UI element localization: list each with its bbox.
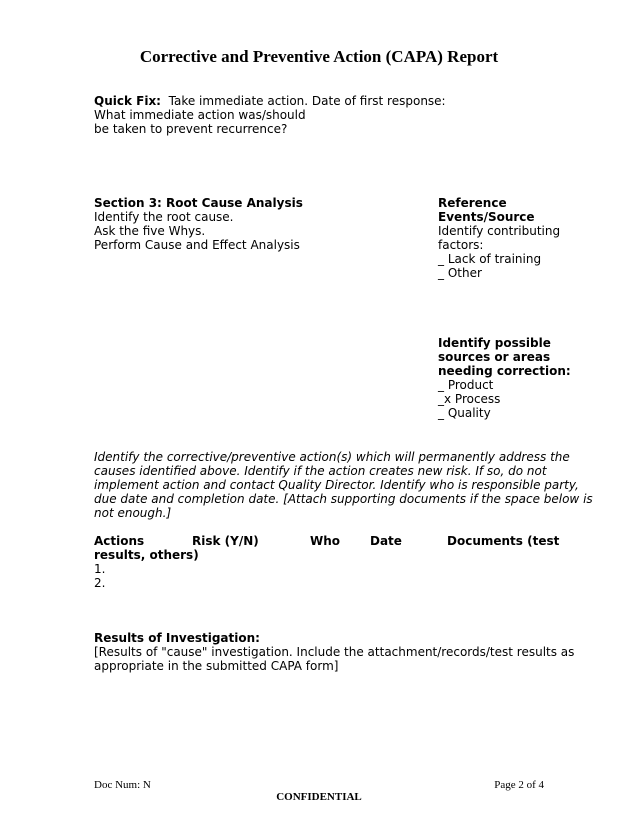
results-heading: Results of Investigation: — [94, 631, 260, 645]
section3-line: Ask the five Whys. — [94, 224, 206, 238]
instructions-line: not enough.] — [94, 506, 172, 520]
results-line: [Results of "cause" investigation. Include the attachment/records/test results as — [94, 645, 575, 659]
document-title: Corrective and Preventive Action (CAPA) Report — [139, 47, 499, 66]
instructions-line: Identify the corrective/preventive action(s) which will permanently address the — [94, 450, 570, 464]
reference-option: _ Lack of training — [438, 252, 542, 266]
header-documents-continuation: results, others) — [94, 548, 199, 562]
confidential-label: CONFIDENTIAL — [276, 791, 362, 803]
source-option-product: _ Product — [438, 378, 494, 392]
instructions-line: due date and completion date. [Attach supporting documents if the space below is — [94, 492, 593, 506]
table-row: 2. — [94, 576, 106, 590]
quick-fix-text-2: What immediate action was/should — [94, 108, 306, 122]
section3-heading: Section 3: Root Cause Analysis — [94, 196, 303, 210]
header-date: Date — [370, 534, 402, 548]
doc-number: Doc Num: N — [94, 779, 151, 791]
reference-heading-2: Events/Source — [438, 210, 535, 224]
section3-line: Perform Cause and Effect Analysis — [94, 238, 300, 252]
quick-fix-text-3: be taken to prevent recurrence? — [94, 122, 288, 136]
header-risk: Risk (Y/N) — [192, 534, 259, 548]
header-who: Who — [310, 534, 341, 548]
sources-heading-2: sources or areas — [438, 350, 551, 364]
results-line: appropriate in the submitted CAPA form] — [94, 659, 339, 673]
quick-fix-text-1: Take immediate action. Date of first response: — [168, 94, 446, 108]
quick-fix-label: Quick Fix: — [94, 94, 161, 108]
reference-option: _ Other — [438, 266, 482, 280]
section3-line: Identify the root cause. — [94, 210, 234, 224]
instructions-line: causes identified above. Identify if the action creates new risk. If so, do not — [94, 464, 547, 478]
page-number: Page 2 of 4 — [494, 779, 544, 791]
reference-line: factors: — [438, 238, 484, 252]
header-documents: Documents (test — [447, 534, 560, 548]
sources-heading-1: Identify possible — [438, 336, 551, 350]
instructions-line: implement action and contact Quality Director. Identify who is responsible party, — [94, 478, 579, 492]
source-option-process: _x Process — [438, 392, 501, 406]
reference-heading-1: Reference — [438, 196, 507, 210]
table-row: 1. — [94, 562, 106, 576]
header-actions: Actions — [94, 534, 145, 548]
source-option-quality: _ Quality — [438, 406, 491, 420]
reference-line: Identify contributing — [438, 224, 561, 238]
quick-fix-line-1 — [94, 94, 446, 108]
sources-heading-3: needing correction: — [438, 364, 571, 378]
